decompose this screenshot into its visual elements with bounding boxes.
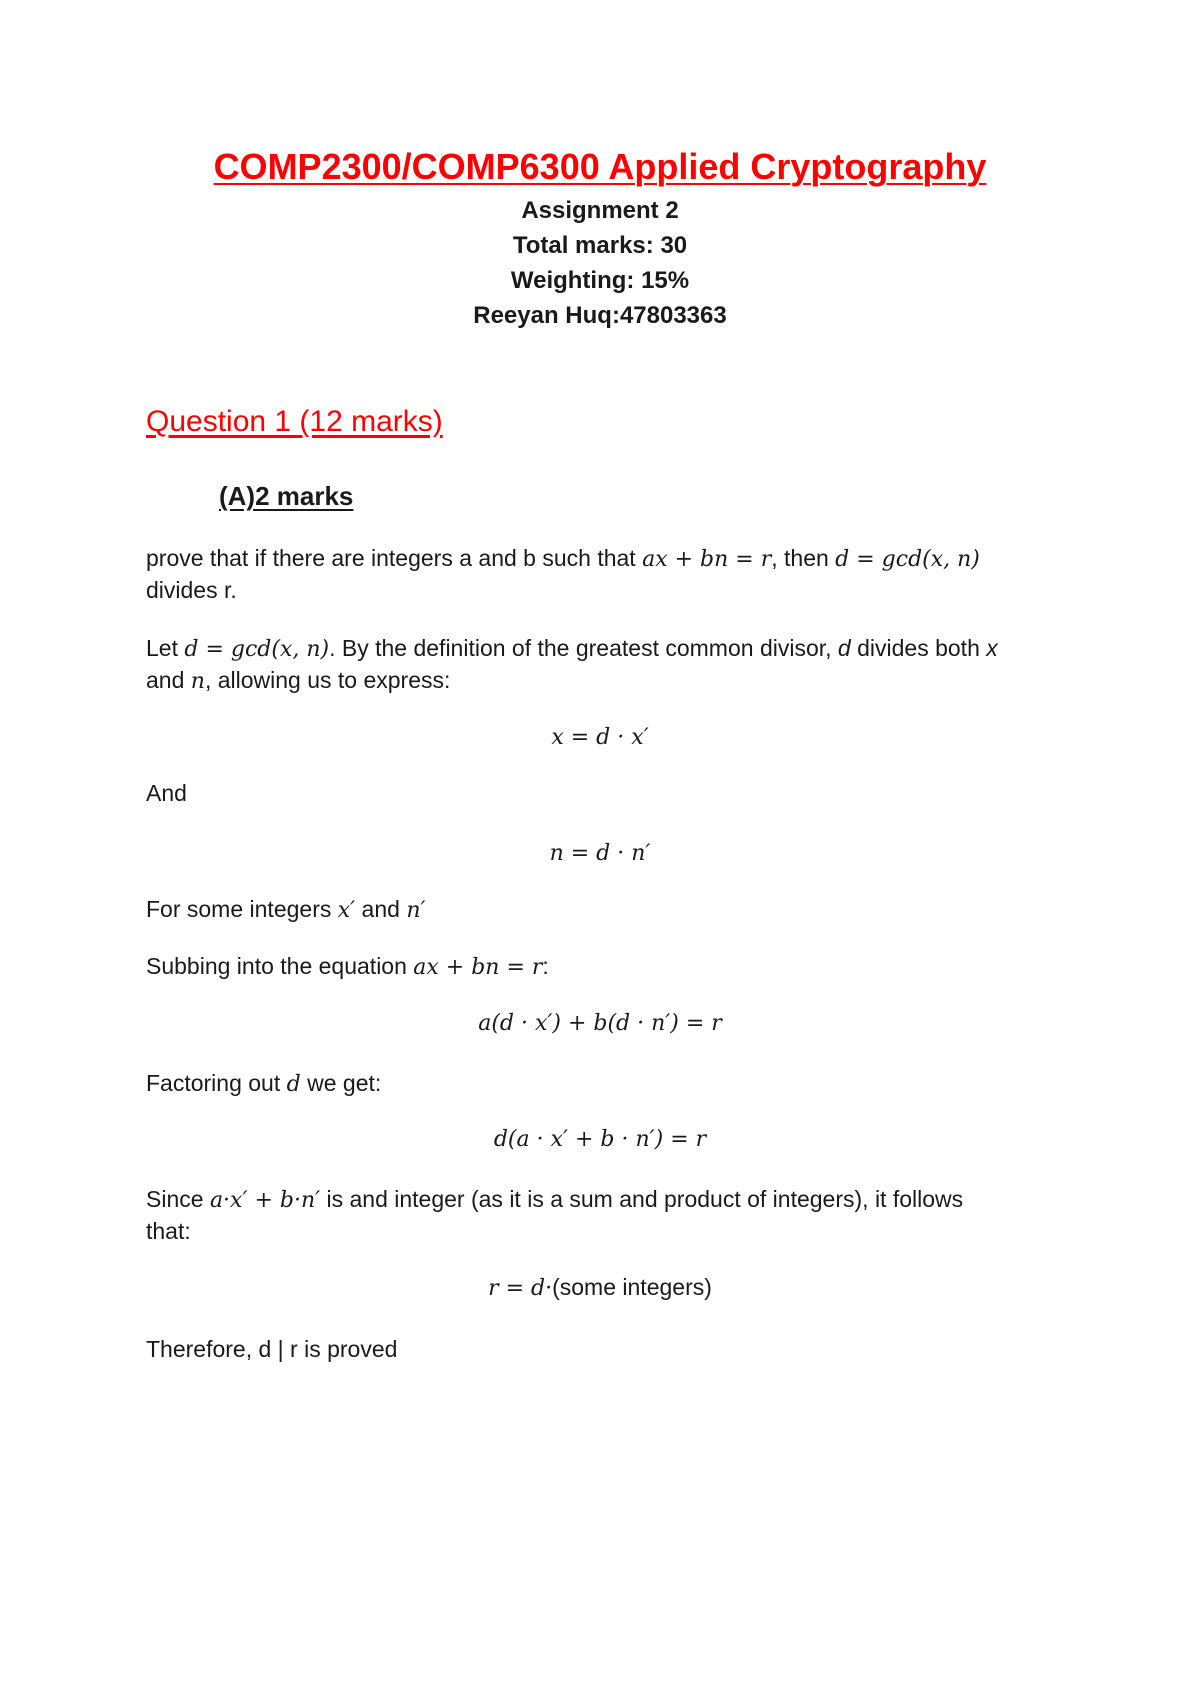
factoring-d: d bbox=[286, 1072, 301, 1097]
assignment-label: Assignment 2 bbox=[521, 197, 679, 224]
some-integers-line bbox=[146, 893, 425, 927]
let-line-2 bbox=[146, 664, 450, 698]
equation-n: n = d · n′ bbox=[549, 841, 651, 866]
let-line-1 bbox=[146, 632, 998, 666]
result-math: r = d· bbox=[488, 1276, 553, 1301]
document-title: COMP2300/COMP6300 Applied Cryptography bbox=[213, 146, 987, 187]
result-text: (some integers) bbox=[552, 1274, 712, 1300]
subbing-line bbox=[146, 950, 549, 984]
equation-result bbox=[0, 1274, 1200, 1301]
subbing-text-1: Subbing into the equation bbox=[146, 953, 414, 979]
equation-substituted: a(d · x′) + b(d · n′) = r bbox=[478, 1011, 722, 1036]
let-line2-text-1: and bbox=[146, 667, 191, 693]
prompt-line-1 bbox=[146, 542, 980, 576]
since-line-1 bbox=[146, 1183, 963, 1217]
since-text-1: Since bbox=[146, 1186, 210, 1212]
equation-x: x = d · x′ bbox=[551, 725, 649, 750]
prompt-line-2: divides r. bbox=[146, 577, 237, 603]
n-prime: n′ bbox=[406, 898, 426, 923]
total-marks: Total marks: 30 bbox=[512, 232, 688, 259]
student-name-id: Reeyan Huq:47803363 bbox=[473, 302, 727, 329]
and-label: And bbox=[146, 780, 187, 806]
var-n: n bbox=[190, 669, 205, 694]
conclusion: Therefore, d | r is proved bbox=[146, 1336, 398, 1362]
let-line2-text-2: , allowing us to express: bbox=[204, 667, 451, 693]
since-expression: a·x′ + b·n′ bbox=[209, 1188, 321, 1213]
x-prime: x′ bbox=[337, 898, 356, 923]
var-x: x bbox=[986, 635, 998, 661]
part-a-heading: (A)2 marks bbox=[219, 481, 354, 511]
equation-factored: d(a · x′ + b · n′) = r bbox=[493, 1127, 707, 1152]
let-text-2: . By the definition of the greatest common divisor, bbox=[329, 635, 838, 661]
prompt-gcd: d = gcd(x, n) bbox=[835, 547, 980, 572]
weighting: Weighting: 15% bbox=[510, 267, 690, 294]
let-text-3: divides both bbox=[850, 635, 987, 661]
var-d: d bbox=[837, 635, 851, 661]
since-line-2: that: bbox=[146, 1218, 191, 1244]
prompt-equation: ax + bn = r bbox=[642, 547, 772, 572]
let-gcd: d = gcd(x, n) bbox=[184, 637, 330, 662]
some-integers-text-1: For some integers bbox=[146, 896, 338, 922]
factoring-text-1: Factoring out bbox=[146, 1070, 287, 1096]
since-text-2: is and integer (as it is a sum and product of integers), it follows bbox=[320, 1186, 964, 1212]
factoring-text-2: we get: bbox=[300, 1070, 382, 1096]
subbing-text-2: : bbox=[542, 953, 549, 979]
prompt-text-1: prove that if there are integers a and b such that bbox=[146, 545, 643, 571]
prompt-text-2: , then bbox=[771, 545, 836, 571]
let-text-1: Let bbox=[146, 635, 185, 661]
subbing-equation: ax + bn = r bbox=[413, 955, 543, 980]
question-1-heading: Question 1 (12 marks) bbox=[146, 405, 443, 438]
some-integers-text-2: and bbox=[355, 896, 407, 922]
factoring-line bbox=[146, 1067, 381, 1101]
